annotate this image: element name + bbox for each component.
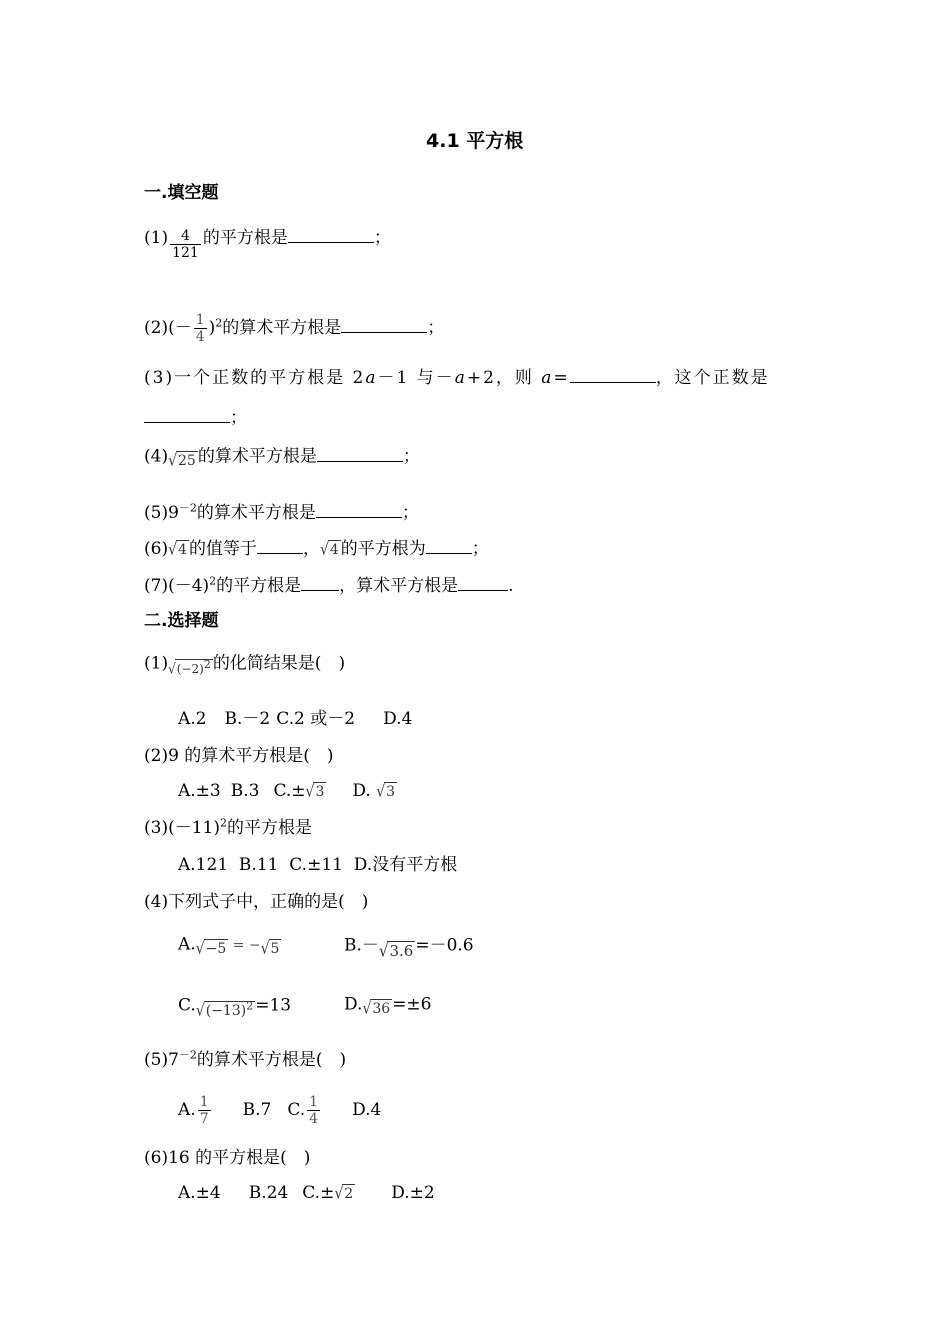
option-c[interactable]: C.±√3 <box>273 781 325 801</box>
option-a[interactable]: A. $\frac{1}{7}$ <box>178 1094 209 1127</box>
fill-question-1: (1) $\frac{4}{121}$ 的平方根是 ； <box>144 228 391 261</box>
answer-blank[interactable] <box>301 574 339 591</box>
option-d[interactable]: D. √3 <box>352 781 396 801</box>
option-d[interactable]: D.4 <box>383 709 413 729</box>
sqrt-expression: √25 <box>168 451 196 471</box>
choice-question-4-option-c[interactable]: $C.√(-13)^2 =13$ <box>178 995 292 1021</box>
option-b[interactable]: B.－2 <box>224 709 271 729</box>
option-d[interactable]: D.±2 <box>391 1183 435 1203</box>
choice-question-1-options <box>178 708 412 730</box>
option-b[interactable]: B.3 <box>230 781 260 801</box>
fraction: $\frac{1}{4}$ <box>195 312 205 345</box>
choice-question-4: (4)下列式子中，正确的是( ) <box>144 892 369 912</box>
option-b[interactable]: B.24 <box>248 1183 289 1203</box>
choice-question-1: $(1)√(-2)^2$ 的化简结果是( ) <box>144 648 345 680</box>
page-title: 4.1 平方根 <box>426 130 524 152</box>
answer-blank[interactable] <box>570 366 656 383</box>
fill-question-7: $(7)(-4)^2$的平方根是 ，算术平方根是 . <box>144 574 514 596</box>
option-b[interactable]: B.7 <box>242 1100 272 1120</box>
fill-question-3-line-1: (3)一个正数的平方根是 2a－1 与－a+2，则 a= ，这个正数是 <box>144 368 770 388</box>
answer-blank[interactable] <box>426 537 472 554</box>
choice-question-5: $(5)7^{-2}$的算术平方根是( ) <box>144 1048 347 1070</box>
choice-question-4-option-b[interactable]: B.－√3.6 =－0.6 <box>344 935 474 962</box>
section-heading-multiple-choice: 二.选择题 <box>144 611 219 631</box>
option-d[interactable]: D.4 <box>352 1100 382 1120</box>
choice-question-5-options <box>178 1094 381 1127</box>
answer-blank[interactable] <box>257 537 303 554</box>
section-heading-fill-in: 一.填空题 <box>144 183 219 203</box>
choice-question-4-option-a[interactable]: A.√−5 = −√5 <box>178 934 280 959</box>
option-a[interactable]: A.±3 <box>178 781 221 801</box>
answer-blank[interactable] <box>144 406 230 423</box>
fill-question-6: (6)√4 的值等于 ，√4 的平方根为 ； <box>144 539 489 559</box>
answer-blank[interactable] <box>458 574 508 591</box>
option-a[interactable]: A.±4 <box>178 1183 221 1203</box>
option-c[interactable]: C. $\frac{1}{4}$ <box>287 1094 319 1127</box>
fill-question-5: $(5)9^{-2}$的算术平方根是 ； <box>144 501 419 523</box>
answer-blank[interactable] <box>288 226 374 243</box>
choice-question-6: (6)16 的平方根是( ) <box>144 1148 311 1168</box>
sqrt-expression: √4 <box>168 540 187 559</box>
choice-question-4-option-d[interactable]: D.√36 =±6 <box>344 994 432 1019</box>
choice-question-3-options[interactable]: A.121 B.11 C.±11 D.没有平方根 <box>178 855 458 875</box>
fill-question-2: (2)(－ $\frac{1}{4}$ )$^2$的算术平方根是 ； <box>144 312 445 345</box>
fill-question-3-line-2: ； <box>144 406 247 429</box>
choice-question-6-options <box>178 1182 435 1205</box>
fill-question-4: (4)√25 的算术平方根是 ； <box>144 446 420 471</box>
option-c[interactable]: C.2 或－2 <box>276 709 356 729</box>
fraction: $\frac{4}{121}$ <box>172 228 199 261</box>
answer-blank[interactable] <box>317 445 403 462</box>
choice-question-2-options <box>178 780 397 803</box>
choice-question-3: $(3)(-11)^2$的平方根是 <box>144 816 312 838</box>
choice-question-2: (2)9 的算术平方根是( ) <box>144 746 334 766</box>
option-c[interactable]: C.±√2 <box>302 1183 354 1203</box>
sqrt-expression: $√(-2)^2$ <box>168 658 211 678</box>
option-a[interactable]: A.2 <box>178 709 207 729</box>
sqrt-expression: √4 <box>319 540 339 559</box>
answer-blank[interactable] <box>341 316 427 333</box>
answer-blank[interactable] <box>316 501 402 518</box>
